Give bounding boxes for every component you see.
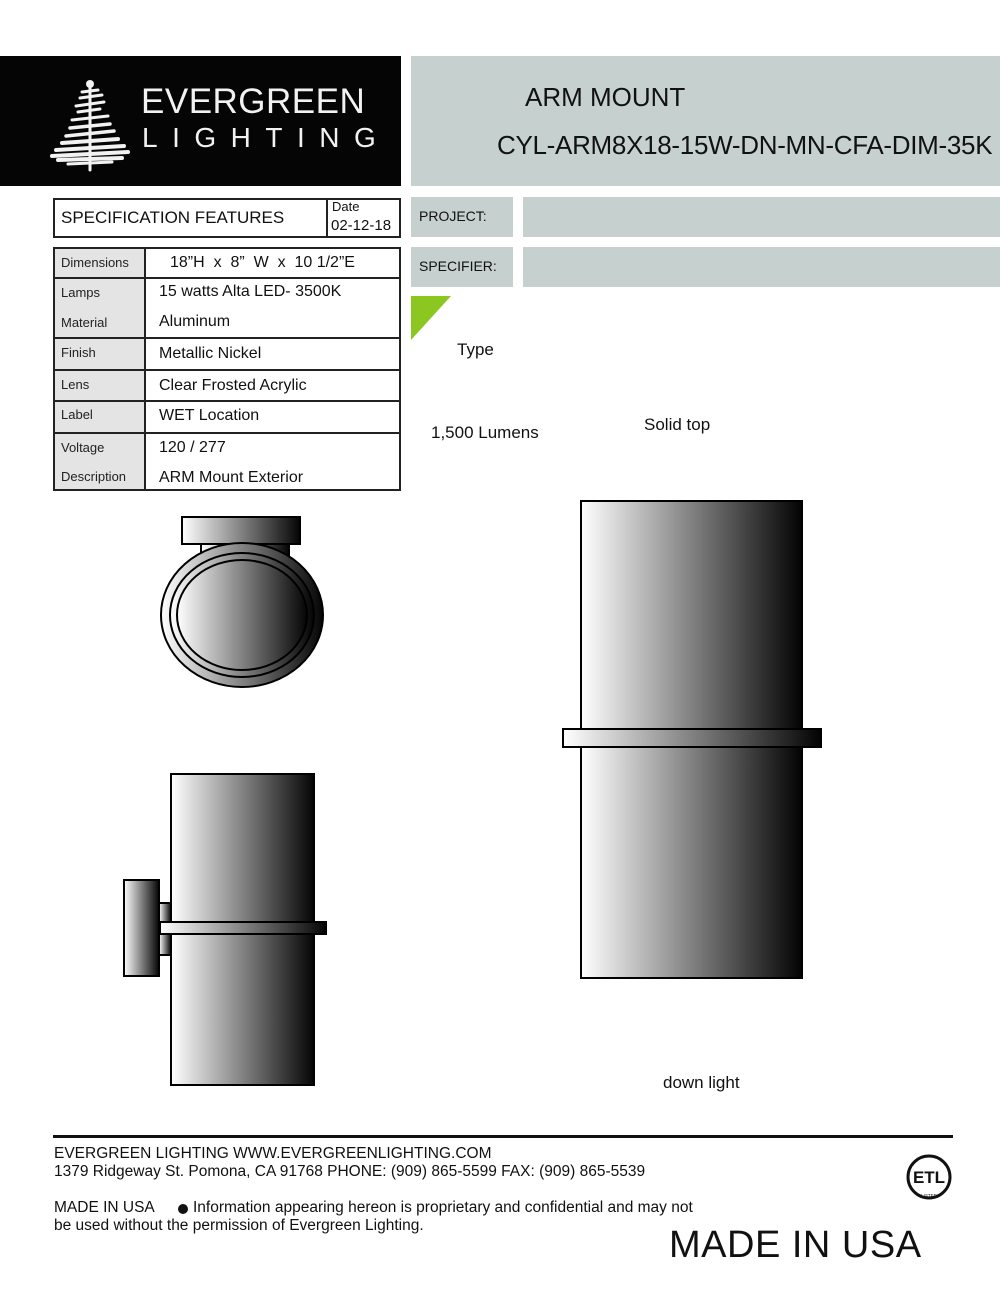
spec-value-voltage: 120 / 277 <box>159 439 226 456</box>
divider <box>53 337 401 339</box>
type-label: Type <box>457 340 494 359</box>
divider <box>326 198 328 238</box>
spec-label-label: Label <box>61 407 93 422</box>
divider <box>53 432 401 434</box>
footer-made-in-usa-small: MADE IN USA <box>54 1199 155 1216</box>
spec-value-lens: Clear Frosted Acrylic <box>159 377 307 394</box>
svg-text:LISTED: LISTED <box>921 1193 937 1198</box>
logo-text-lighting: LIGHTING <box>142 122 391 153</box>
divider <box>53 400 401 402</box>
fixture-side-view-drawing <box>120 770 330 1090</box>
footer-company-line: EVERGREEN LIGHTING WWW.EVERGREENLIGHTING.COM <box>54 1145 492 1162</box>
specifier-field[interactable] <box>523 247 1000 287</box>
date-value: 02-12-18 <box>331 217 392 234</box>
footer-address-line: 1379 Ridgeway St. Pomona, CA 91768 PHONE: (909) 865-5599 FAX: (909) 865-5539 <box>54 1163 646 1180</box>
svg-text:ETL: ETL <box>912 1168 946 1187</box>
footer-disclaimer-1: Information appearing hereon is proprietary and confidential and may not <box>193 1199 693 1216</box>
made-in-usa-large: MADE IN USA <box>669 1224 922 1266</box>
spec-label-finish: Finish <box>61 345 96 360</box>
specifier-label: SPECIFIER: <box>419 258 497 274</box>
lumens-label: 1,500 Lumens <box>431 423 539 442</box>
spec-value-lamps: 15 watts Alta LED- 3500K <box>159 283 342 300</box>
evergreen-tree-icon <box>48 76 132 172</box>
spec-header-title: SPECIFICATION FEATURES <box>61 208 285 227</box>
fixture-top-view-drawing <box>155 512 330 692</box>
spec-value-dimensions: 18”H x 8” W x 10 1/2”E <box>170 254 355 271</box>
date-label: Date <box>332 199 360 214</box>
spec-value-material: Aluminum <box>159 313 231 330</box>
spec-value-label: WET Location <box>159 407 260 424</box>
spec-value-finish: Metallic Nickel <box>159 345 262 362</box>
spec-label-lamps: Lamps <box>61 285 101 300</box>
spec-label-material: Material <box>61 315 108 330</box>
divider <box>53 277 401 279</box>
etl-listed-icon <box>905 1153 953 1201</box>
spec-label-lens: Lens <box>61 377 90 392</box>
top-label: Solid top <box>644 415 711 434</box>
fixture-front-view-drawing <box>560 498 825 982</box>
product-type-title: ARM MOUNT <box>525 82 686 112</box>
accent-triangle <box>411 296 451 340</box>
model-number: CYL-ARM8X18-15W-DN-MN-CFA-DIM-35K <box>497 130 993 160</box>
spec-label-dimensions: Dimensions <box>61 255 129 270</box>
footer-disclaimer-2: be used without the permission of Evergreen Lighting. <box>54 1217 424 1234</box>
footer-divider <box>53 1135 953 1138</box>
project-field[interactable] <box>523 197 1000 237</box>
project-label: PROJECT: <box>419 208 487 224</box>
spec-label-description: Description <box>61 469 127 484</box>
divider <box>53 369 401 371</box>
spec-label-voltage: Voltage <box>61 440 105 455</box>
spec-value-description: ARM Mount Exterior <box>159 469 304 486</box>
bullet-icon <box>178 1204 188 1214</box>
light-direction-label: down light <box>663 1073 740 1092</box>
logo-text-evergreen: EVERGREEN <box>141 82 366 121</box>
title-banner <box>411 56 1000 186</box>
